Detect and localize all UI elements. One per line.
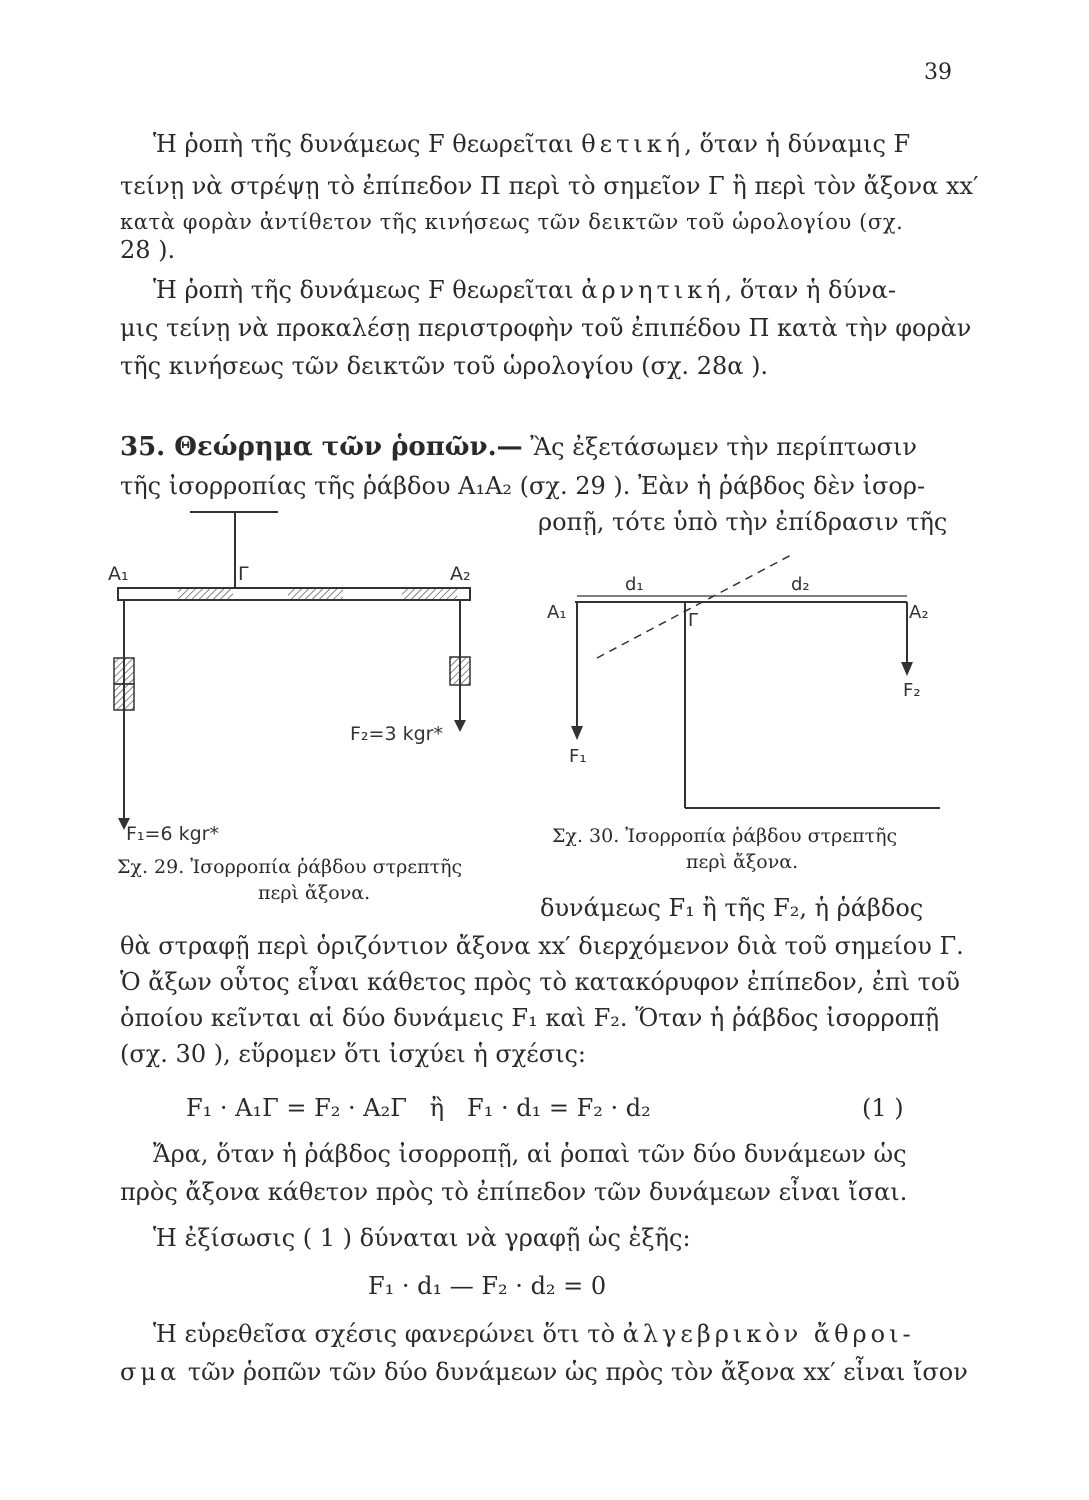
section-line3: ροπῇ, τότε ὑπὸ τὴν ἐπίδρασιν τῆς bbox=[538, 508, 948, 536]
fig29-label-a2: A₂ bbox=[450, 563, 471, 585]
para1-text-c: , ὅταν ἡ δύναμις F bbox=[684, 130, 911, 158]
arrow-f2 bbox=[454, 720, 466, 732]
para3-line4: ὁποίου κεῖνται αἱ δύο δυνάμεις F₁ καὶ F₂. Ὅταν ἡ ῥάβδος ἰσορροπῇ bbox=[120, 1004, 940, 1032]
section-heading: 35. Θεώρημα τῶν ῥοπῶν.— bbox=[120, 432, 523, 462]
section-line1 bbox=[120, 432, 917, 462]
para6-line1 bbox=[153, 1320, 915, 1348]
rod-weight-right bbox=[402, 589, 457, 599]
fig30-label-f2: F₂ bbox=[903, 680, 921, 701]
para2-line1 bbox=[153, 276, 896, 304]
figure-30-caption-line1: Σχ. 30. Ἰσορροπία ῥάβδου στρεπτῆς bbox=[552, 825, 898, 847]
fig30-label-g: Γ bbox=[688, 610, 699, 631]
para6-line2 bbox=[120, 1358, 968, 1386]
fig30-label-f1: F₁ bbox=[569, 746, 587, 767]
para2-line2: μις τείνῃ νὰ προκαλέσῃ περιστροφὴν τοῦ ἐπιπέδου Π κατὰ τὴν φορὰν bbox=[120, 314, 972, 342]
fig30-label-d2: d₂ bbox=[791, 574, 810, 595]
equation-1-number: (1 ) bbox=[862, 1094, 904, 1122]
section-text: Ἂς ἐξετάσωμεν τὴν περίπτωσιν bbox=[522, 433, 918, 461]
para6-text-a: Ἡ εὑρεθεῖσα σχέσις φανερώνει ὅτι τὸ bbox=[153, 1320, 623, 1348]
section-line2: τῆς ἰσορροπίας τῆς ῥάβδου A₁A₂ (σχ. 29 ). Ἐὰν ἡ ῥάβδος δὲν ἰσορ- bbox=[120, 472, 926, 500]
para3-line2: θὰ στραφῇ περὶ ὁριζόντιον ἄξονα xx′ διερχόμενον διὰ τοῦ σημείου Γ. bbox=[120, 932, 964, 960]
emphasis-positive: θετική bbox=[581, 130, 685, 158]
emphasis-algebraic-sum: ἀλγεβρικὸν ἄθροι- bbox=[622, 1320, 915, 1348]
fig29-label-f1: F₁=6 kgr* bbox=[126, 823, 219, 845]
rod-weight-middle bbox=[288, 589, 343, 599]
fig30-arrow-f2 bbox=[901, 662, 913, 676]
fig30-axis-xx bbox=[597, 554, 793, 658]
para1-line4: 28 ). bbox=[120, 236, 176, 264]
para1-line2: τείνῃ νὰ στρέψῃ τὸ ἐπίπεδον Π περὶ τὸ σημεῖον Γ ἢ περὶ τὸν ἄξονα xx′ bbox=[120, 172, 979, 200]
equation-1: F₁ · A₁Γ = F₂ · A₂Γ ἢ F₁ · d₁ = F₂ · d₂ bbox=[186, 1094, 651, 1122]
emphasis-negative: ἀρνητική bbox=[581, 276, 725, 304]
figure-30-diagram bbox=[535, 540, 955, 820]
figure-29-diagram bbox=[100, 500, 500, 850]
fig29-label-f2: F₂=3 kgr* bbox=[350, 723, 443, 745]
left-weight-1 bbox=[114, 658, 134, 684]
fig29-label-g: Γ bbox=[238, 563, 249, 585]
para5-line1: Ἡ ἐξίσωσις ( 1 ) δύναται νὰ γραφῇ ὡς ἑξῆς: bbox=[153, 1224, 691, 1252]
equation-2: F₁ · d₁ — F₂ · d₂ = 0 bbox=[368, 1272, 607, 1300]
fig30-label-a1: A₁ bbox=[547, 602, 567, 623]
fig29-label-a1: A₁ bbox=[108, 563, 129, 585]
emphasis-sum-end: σμα bbox=[120, 1358, 181, 1386]
para2-text-c: , ὅταν ἡ δύνα- bbox=[724, 276, 896, 304]
para1-line3: κατὰ φορὰν ἀντίθετον τῆς κινήσεως τῶν δεικτῶν τοῦ ὡρολογίου (σχ. bbox=[120, 210, 904, 234]
para3-line1: δυνάμεως F₁ ἢ τῆς F₂, ἡ ῥάβδος bbox=[540, 894, 924, 922]
para3-line5: (σχ. 30 ), εὕρομεν ὅτι ἰσχύει ἡ σχέσις: bbox=[120, 1040, 587, 1068]
fig30-label-a2: A₂ bbox=[909, 602, 929, 623]
figure-29-caption-line1: Σχ. 29. Ἰσορροπία ῥάβδου στρεπτῆς bbox=[117, 856, 463, 878]
para2-line3: τῆς κινήσεως τῶν δεικτῶν τοῦ ὡρολογίου (σχ. 28α ). bbox=[120, 352, 769, 380]
fig30-label-d1: d₁ bbox=[625, 574, 644, 595]
page-number: 39 bbox=[924, 60, 952, 85]
figure-30-caption-line2: περὶ ἄξονα. bbox=[686, 851, 799, 873]
para6-text-b: τῶν ῥοπῶν τῶν δύο δυνάμεων ὡς πρὸς τὸν ἄξονα xx′ εἶναι ἴσον bbox=[180, 1358, 968, 1386]
fig30-arrow-f1 bbox=[571, 726, 583, 740]
rod-weight-left bbox=[178, 589, 233, 599]
para4-line2: πρὸς ἄξονα κάθετον πρὸς τὸ ἐπίπεδον τῶν δυνάμεων εἶναι ἴσαι. bbox=[120, 1178, 908, 1206]
right-weight bbox=[450, 657, 470, 685]
para3-line3: Ὁ ἄξων οὗτος εἶναι κάθετος πρὸς τὸ κατακόρυφον ἐπίπεδον, ἐπὶ τοῦ bbox=[120, 968, 960, 996]
para2-text-a: Ἡ ῥοπὴ τῆς δυνάμεως F θεωρεῖται bbox=[153, 276, 582, 304]
figure-29-caption-line2: περὶ ἄξονα. bbox=[258, 882, 371, 904]
left-weight-2 bbox=[114, 684, 134, 710]
para4-line1: Ἄρα, ὅταν ἡ ῥάβδος ἰσορροπῇ, αἱ ῥοπαὶ τῶν δύο δυνάμεων ὡς bbox=[153, 1140, 907, 1168]
para1-text-a: Ἡ ῥοπὴ τῆς δυνάμεως F θεωρεῖται bbox=[153, 130, 582, 158]
para1-line1 bbox=[153, 130, 910, 158]
